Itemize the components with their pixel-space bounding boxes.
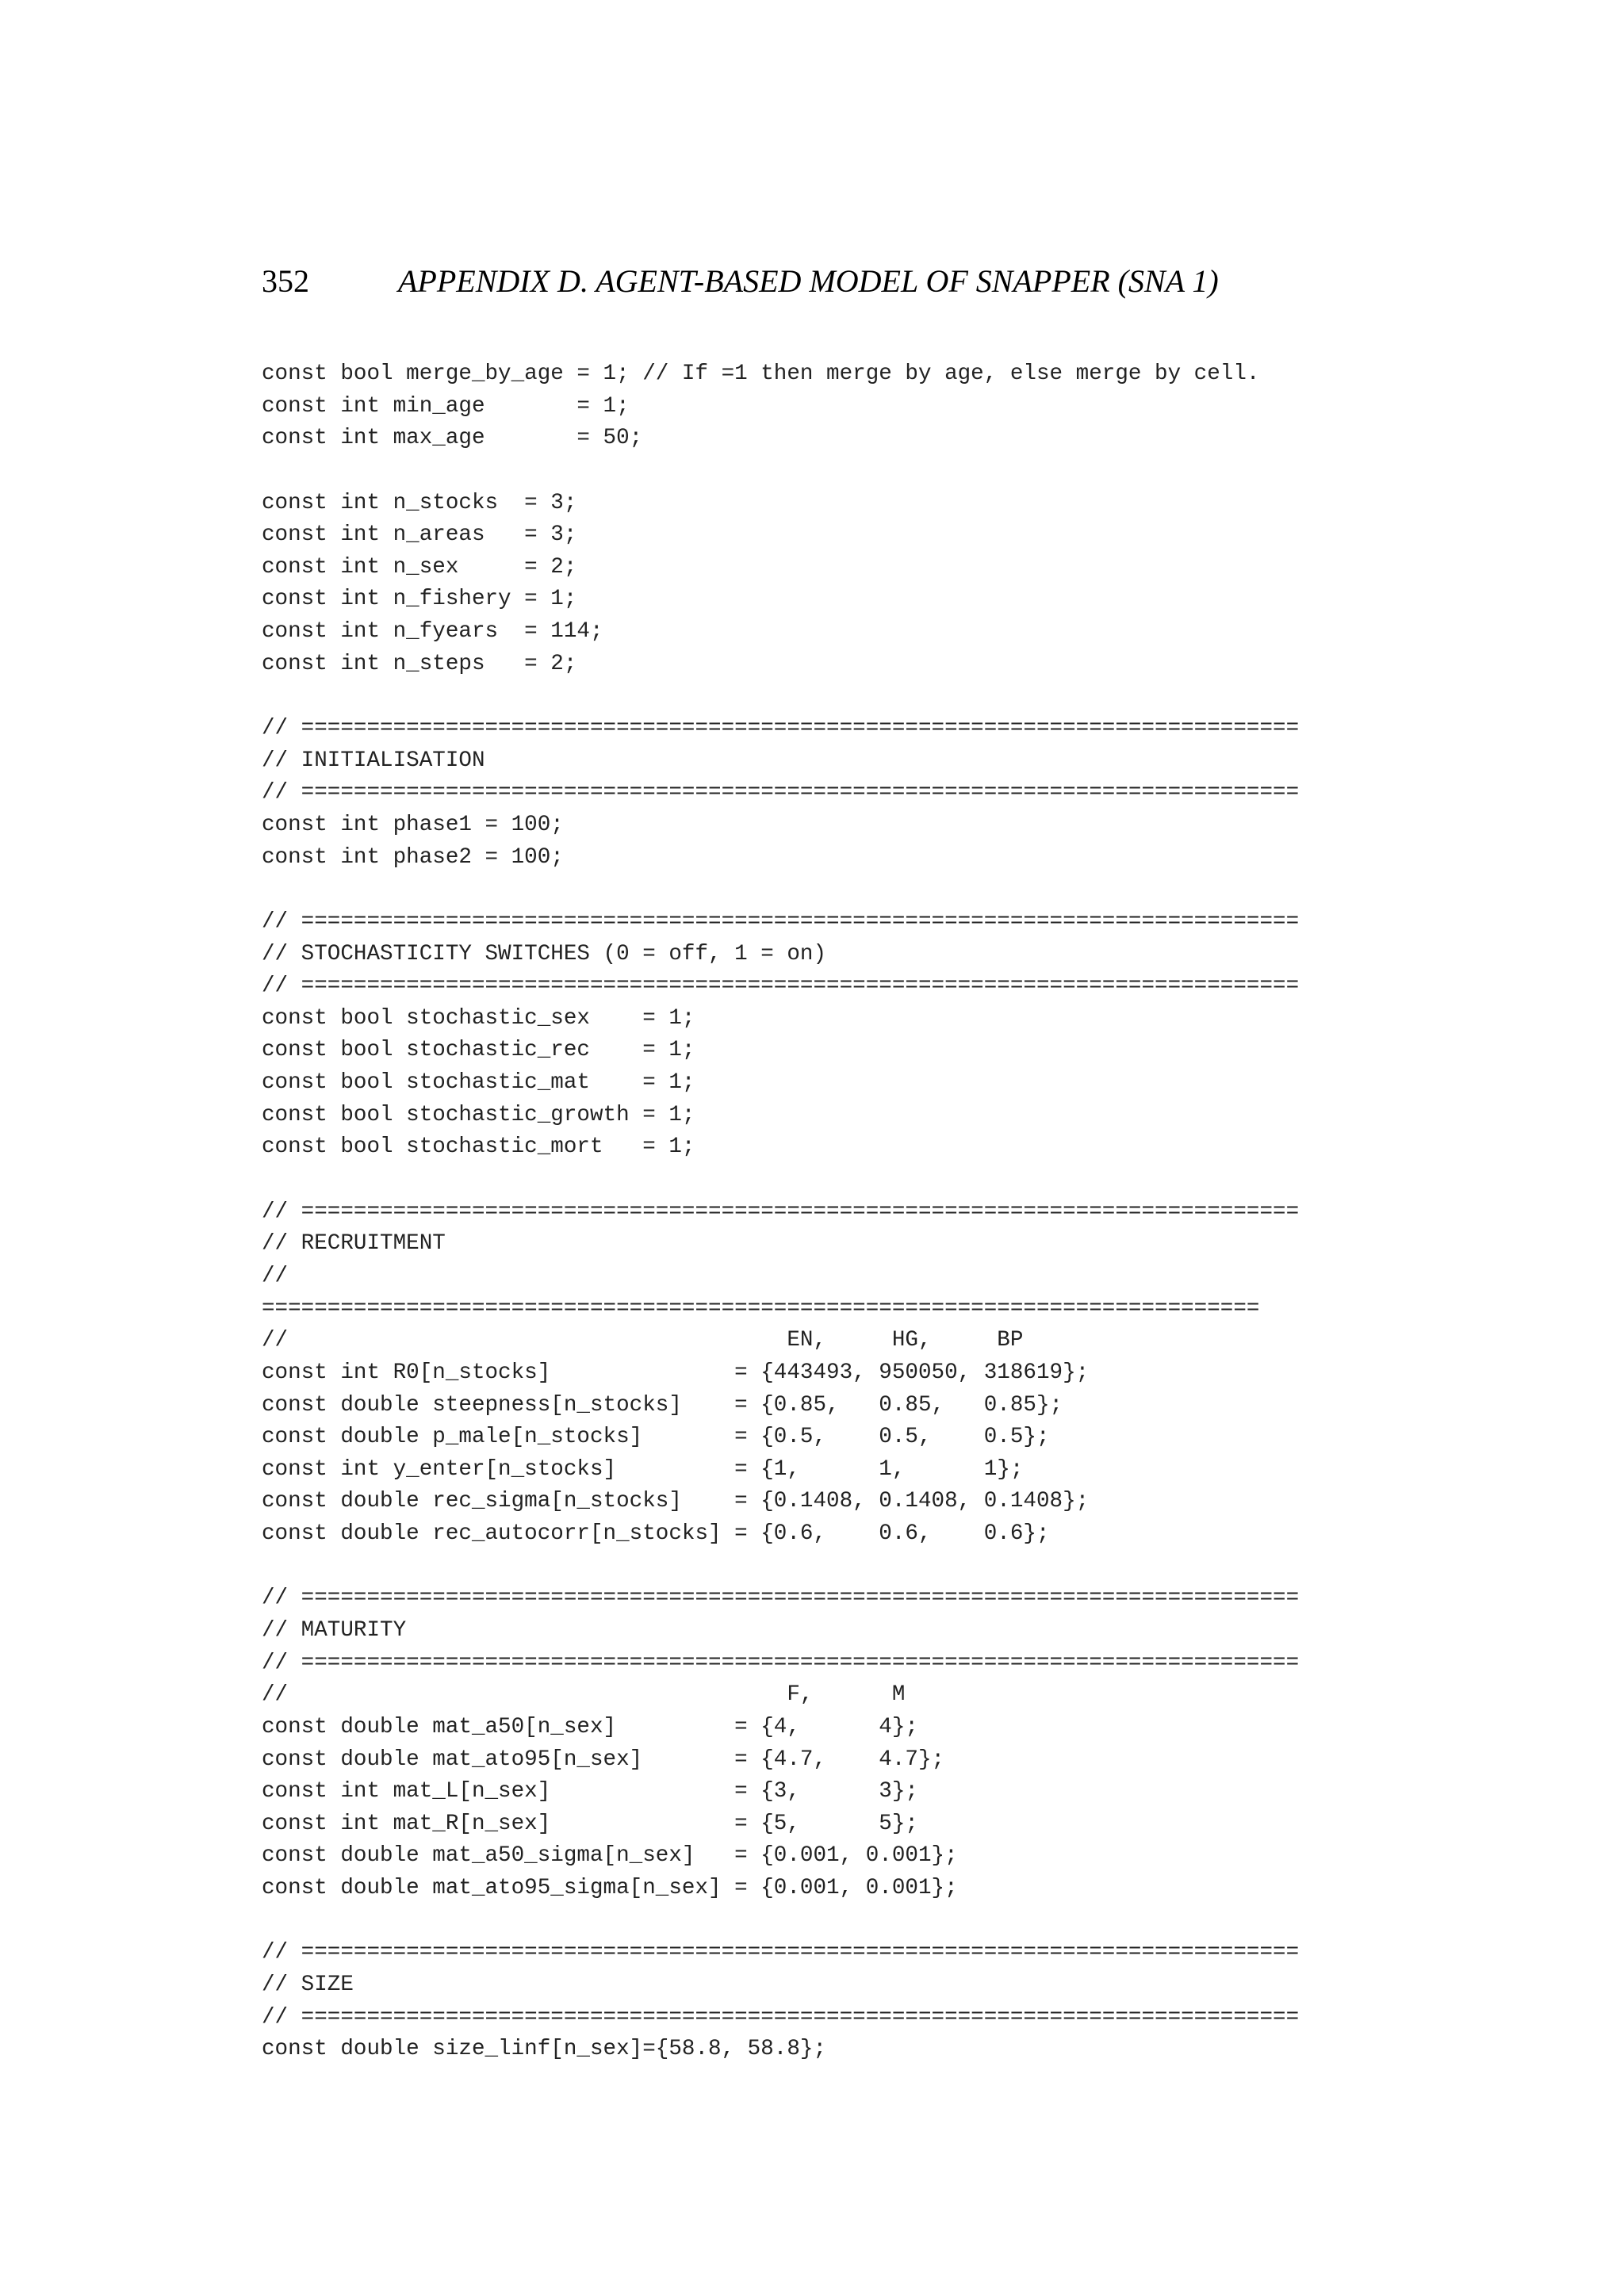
code-line: // EN, HG, BP [262,1328,1024,1353]
code-line: const int min_age = 1; [262,393,630,419]
code-line: const double mat_a50[n_sex] = {4, 4}; [262,1714,918,1739]
code-line: ============================================================================ [262,1295,1260,1321]
code-line: // ============================================================================ [262,974,1300,999]
code-line: const double p_male[n_stocks] = {0.5, 0.5, 0.5}; [262,1425,1050,1450]
code-line: // ============================================================================ [262,1199,1300,1224]
code-line: const int n_steps = 2; [262,651,577,676]
page-number: 352 [262,263,309,299]
code-line: const int phase1 = 100; [262,812,564,837]
code-line: const int R0[n_stocks] = {443493, 950050, 318619}; [262,1360,1090,1385]
code-line: const double size_linf[n_sex]={58.8, 58.8}; [262,2037,827,2062]
code-line: const int n_sex = 2; [262,554,577,580]
code-line: const int phase2 = 100; [262,844,564,870]
code-line: // ============================================================================ [262,909,1300,934]
code-line: const double rec_sigma[n_stocks] = {0.1408, 0.1408, 0.1408}; [262,1489,1090,1514]
code-line: const bool stochastic_growth = 1; [262,1102,695,1127]
code-line: const int n_stocks = 3; [262,490,577,515]
code-line: const bool stochastic_rec = 1; [262,1038,695,1063]
code-line: const double mat_a50_sigma[n_sex] = {0.001, 0.001}; [262,1843,958,1869]
code-line: const bool stochastic_sex = 1; [262,1005,695,1031]
code-line [262,1164,1372,1196]
code-line: // ============================================================================ [262,2004,1300,2030]
code-line: const double rec_autocorr[n_stocks] = {0.6, 0.6, 0.6}; [262,1521,1050,1547]
code-line [262,1905,1372,1938]
code-line: const double mat_ato95[n_sex] = {4.7, 4.7}; [262,1747,945,1772]
code-line: const double steepness[n_stocks] = {0.85, 0.85, 0.85}; [262,1392,1063,1418]
code-line [262,874,1372,906]
code-line: // ============================================================================ [262,716,1300,741]
code-line: // ============================================================================ [262,1586,1300,1611]
code-line: const int n_areas = 3; [262,522,577,548]
code-line: // RECRUITMENT [262,1231,446,1257]
code-line: const bool stochastic_mat = 1; [262,1070,695,1096]
code-line: // [262,1263,289,1288]
code-line: const int mat_L[n_sex] = {3, 3}; [262,1779,918,1804]
code-line: const int max_age = 50; [262,426,643,451]
code-line: const int mat_R[n_sex] = {5, 5}; [262,1811,918,1836]
code-listing [262,358,1372,2066]
code-line [262,680,1372,713]
code-line: // STOCHASTICITY SWITCHES (0 = off, 1 = on) [262,941,827,966]
code-line: // SIZE [262,1973,354,1998]
page-header [262,258,1372,305]
code-line: const int n_fishery = 1; [262,587,577,612]
code-line: // MATURITY [262,1617,407,1643]
code-line: // F, M [262,1682,906,1708]
code-line: const bool stochastic_mort = 1; [262,1135,695,1160]
code-line: const double mat_ato95_sigma[n_sex] = {0.001, 0.001}; [262,1876,958,1901]
code-line: const bool merge_by_age = 1; // If =1 then merge by age, else merge by cell. [262,362,1260,386]
running-title: APPENDIX D. AGENT-BASED MODEL OF SNAPPER (SNA 1) [398,263,1219,299]
code-line [262,1551,1372,1583]
code-line: // ============================================================================ [262,1940,1300,1965]
code-line: const int y_enter[n_stocks] = {1, 1, 1}; [262,1456,1024,1482]
code-line: const int n_fyears = 114; [262,619,603,645]
code-line [262,455,1372,488]
code-line: // ============================================================================ [262,780,1300,806]
code-line: // ============================================================================ [262,1650,1300,1675]
code-line: // INITIALISATION [262,748,485,773]
